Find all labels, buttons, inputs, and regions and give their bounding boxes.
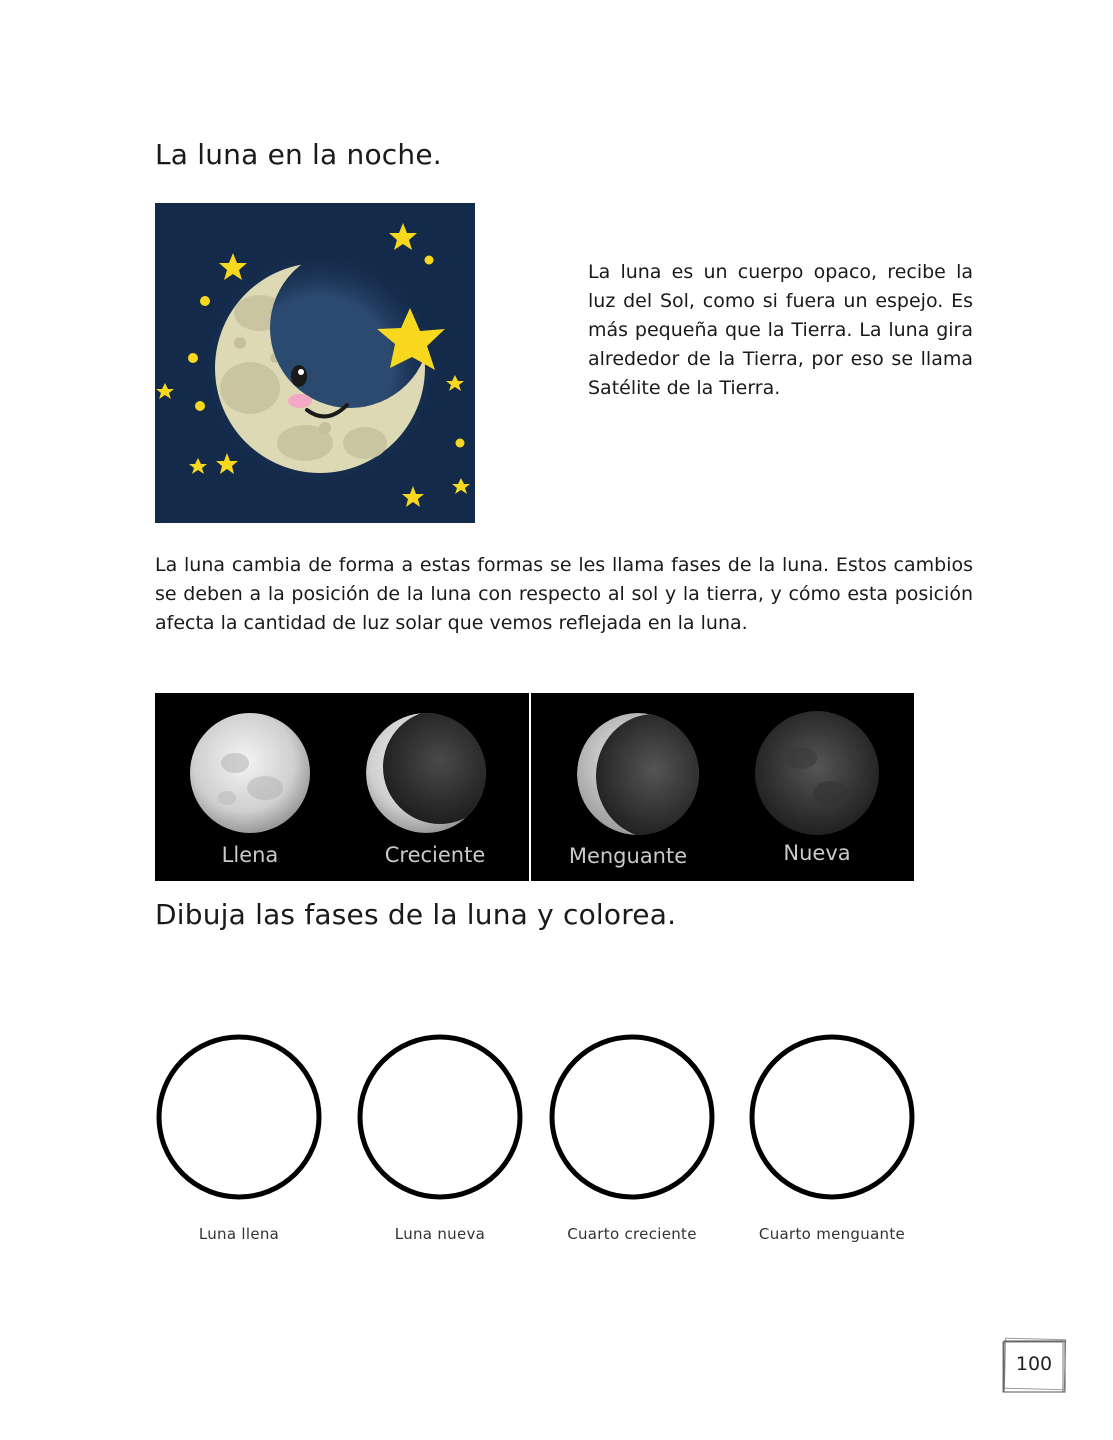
moon-phases-panel-right [531, 693, 914, 881]
intro-paragraph: La luna es un cuerpo opaco, recibe la luz del Sol, como si fuera un espejo. Es más pequeña que la Tierra. La luna gira alrededor de la Tierra, por eso se llama Satélite de la Tierra. [588, 261, 973, 399]
phases-paragraph: La luna cambia de forma a estas formas se les llama fases de la luna. Estos cambios se deben a la posición de la luna con respecto al sol y la tierra, y cómo esta posición afecta la cantidad de luz solar que vemos reflejada en la luna. [155, 554, 973, 634]
phase-label-waxing: Creciente [384, 843, 486, 867]
activity-title: Dibuja las fases de la luna y colorea. [155, 898, 677, 931]
phase-label-full: Llena [221, 843, 279, 867]
page-title: La luna en la noche. [155, 138, 442, 171]
drawing-circle-full-moon [159, 1037, 319, 1197]
drawing-worksheet [155, 1020, 915, 1260]
waning-crescent-moon-icon [577, 713, 712, 838]
moon-phases-panel-left [155, 693, 529, 881]
worksheet-label-full-moon: Luna llena [198, 1225, 280, 1243]
drawing-circle-new-moon [360, 1037, 520, 1197]
crescent-moon-illustration [155, 203, 475, 523]
drawing-circle-last-quarter [752, 1037, 912, 1197]
worksheet-label-last-quarter: Cuarto menguante [758, 1225, 906, 1243]
phase-label-waning: Menguante [568, 844, 688, 868]
page-number: 100 [1015, 1353, 1053, 1375]
worksheet-label-first-quarter: Cuarto creciente [567, 1225, 697, 1243]
new-moon-icon [755, 711, 879, 835]
full-moon-icon [190, 713, 310, 833]
waxing-crescent-moon-icon [366, 710, 497, 833]
drawing-circle-first-quarter [552, 1037, 712, 1197]
phase-label-new: Nueva [783, 841, 851, 865]
moon-icon [215, 263, 425, 473]
worksheet-label-new-moon: Luna nueva [394, 1225, 486, 1243]
